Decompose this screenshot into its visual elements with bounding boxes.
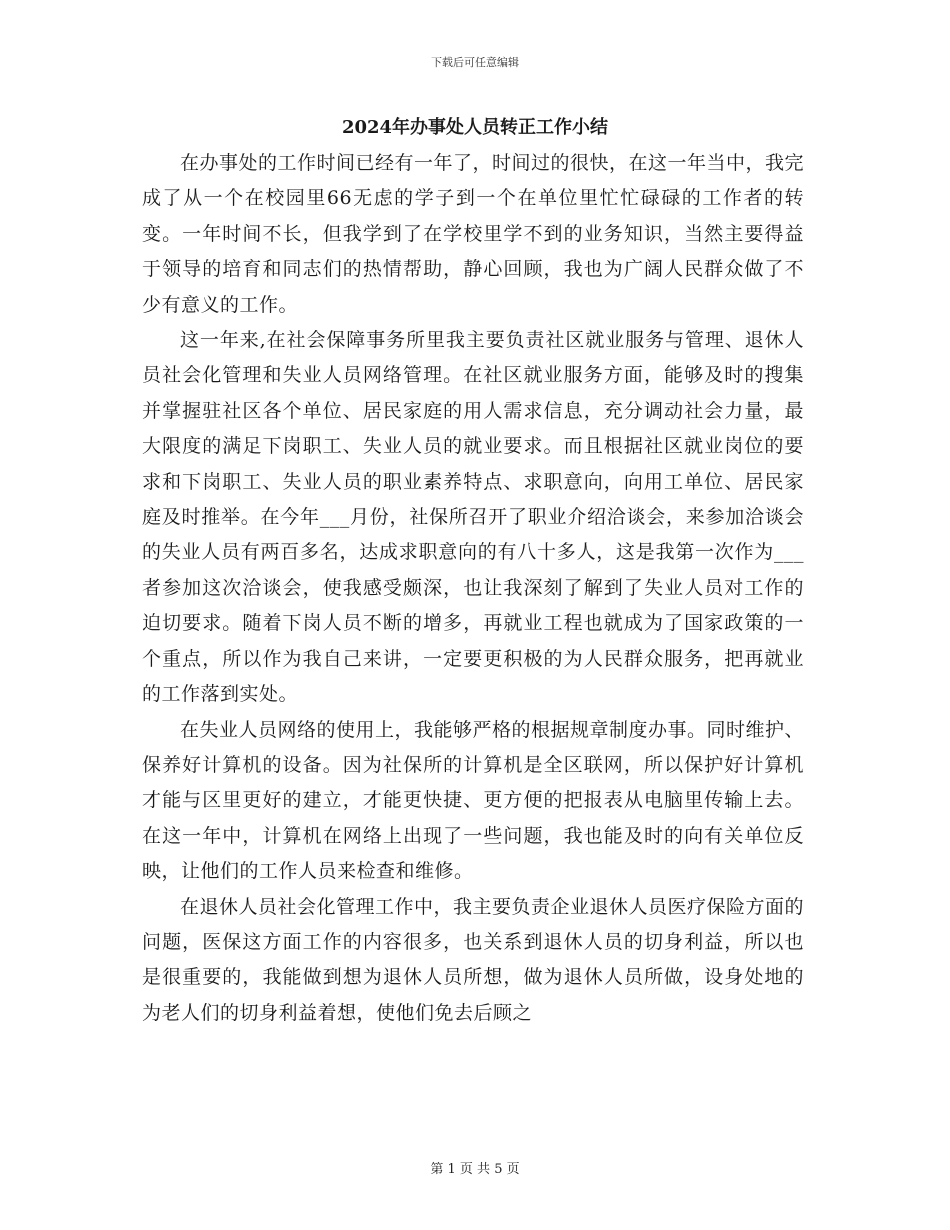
paragraph-3: 在失业人员网络的使用上，我能够严格的根据规章制度办事。同时维护、保养好计算机的设备。因为社保所的计算机是全区联网，所以保护好计算机才能与区里更好的建立，才能更快捷、更方便的把报表从电脑里传输上去。在这一年中，计算机在网络上出现了一些问题，我也能及时的向有关单位反映，让他们的工作人员来检查和维修。 — [142, 718, 805, 883]
header-note: 下载后可任意编辑 — [431, 56, 519, 69]
document-title: 2024年办事处人员转正工作小结 — [341, 117, 609, 138]
page-indicator: 第 1 页 共 5 页 — [430, 1162, 520, 1177]
paragraph-1: 在办事处的工作时间已经有一年了，时间过的很快，在这一年当中，我完成了从一个在校园里66无虑的学子到一个在单位里忙忙碌碌的工作者的转变。一年时间不长，但我学到了在学校里学不到的业务知识，当然主要得益于领导的培育和同志们的热情帮助，静心回顾，我也为广阔人民群众做了不少有意义的工作。 — [142, 152, 805, 316]
document-body — [142, 146, 804, 1031]
paragraph-2: 这一年来,在社会保障事务所里我主要负责社区就业服务与管理、退休人员社会化管理和失业人员网络管理。在社区就业服务方面，能够及时的搜集并掌握驻社区各个单位、居民家庭的用人需求信息，充分调动社会力量，最大限度的满足下岗职工、失业人员的就业要求。而且根据社区就业岗位的要求和下岗职工、失业人员的职业素养特点、求职意向，向用工单位、居民家庭及时推举。在今年___月份，社保所召开了职业介绍洽谈会，来参加洽谈会的失业人员有两百多名，达成求职意向的有八十多人，这是我第一次作为___者参加这次洽谈会，使我感受颇深，也让我深刻了解到了失业人员对工作的迫切要求。随着下岗人员不断的增多，再就业工程也就成为了国家政策的一个重点，所以作为我自己来讲，一定要更积极的为人民群众服务，把再就业的工作落到实处。 — [142, 329, 804, 706]
paragraph-4: 在退休人员社会化管理工作中，我主要负责企业退休人员医疗保险方面的问题，医保这方面工作的内容很多，也关系到退休人员的切身利益，所以也是很重要的，我能做到想为退休人员所想，做为退休人员所做，设身处地的为老人们的切身利益着想，使他们免去后顾之 — [142, 895, 805, 1024]
